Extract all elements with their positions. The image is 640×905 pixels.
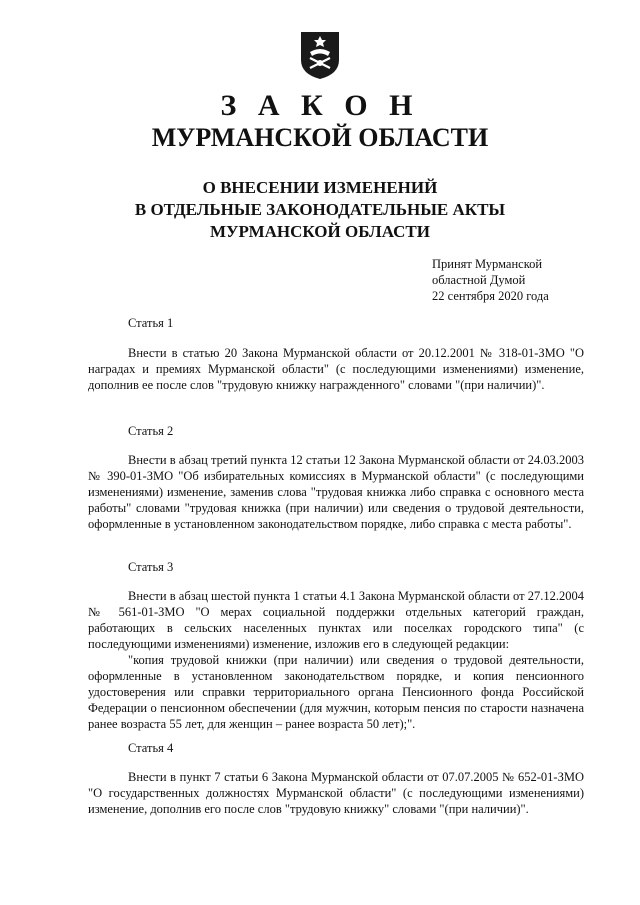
article-paragraph: Внести в абзац шестой пункта 1 статьи 4.1 Закона Мурманской области от 27.12.2004 № 561-01-ЗМО "О мерах социальной поддержки отдельных категорий граждан, работающих в сельских населенных пунктах или поселках городского типа" (с последующими изменениями) изменение, изложив его в следующей редакции: [88, 589, 584, 651]
article-paragraph: "копия трудовой книжки (при наличии) или сведения о трудовой деятельности, оформленные в установленном законодательством порядке, и копия пенсионного удостоверения или справки территориального органа Пенсионного фонда Российской Федерации о пенсионном обеспечении (для мужчин, которым пенсия по старости назначена ранее возраста 55 лет, для женщин – ранее возраста 50 лет);". [88, 653, 584, 731]
article-paragraph: Внести в статью 20 Закона Мурманской области от 20.12.2001 № 318-01-ЗМО "О наградах и премиях Мурманской области" (с последующими изменениями) изменение, дополнив ее после слов "трудовую книжку награжденного" словами "(при наличии)". [88, 346, 584, 392]
article-heading: Статья 3 [128, 560, 174, 574]
article-heading: Статья 4 [128, 741, 174, 755]
coat-of-arms-icon [298, 30, 342, 80]
subtitle-line: О ВНЕСЕНИИ ИЗМЕНЕНИЙ [202, 178, 438, 197]
adoption-note [432, 256, 549, 304]
subtitle-line: МУРМАНСКОЙ ОБЛАСТИ [210, 222, 430, 241]
adoption-date: 22 сентября 2020 года [432, 289, 549, 303]
article-heading: Статья 1 [128, 316, 174, 330]
law-title: З А К О Н [220, 89, 420, 122]
adoption-line: областной Думой [432, 273, 526, 287]
law-subtitle [0, 177, 640, 243]
adoption-line: Принят Мурманской [432, 257, 543, 271]
article-heading: Статья 2 [128, 424, 174, 438]
article-paragraph: Внести в пункт 7 статьи 6 Закона Мурманской области от 07.07.2005 № 652-01-ЗМО "О государственных должностях Мурманской области" (с последующими изменениями) изменение, дополнив его после слов "трудовую книжку" словами "(при наличии)". [88, 770, 584, 816]
region-title: МУРМАНСКОЙ ОБЛАСТИ [151, 123, 489, 152]
subtitle-line: В ОТДЕЛЬНЫЕ ЗАКОНОДАТЕЛЬНЫЕ АКТЫ [134, 200, 506, 219]
article-paragraph: Внести в абзац третий пункта 12 статьи 12 Закона Мурманской области от 24.03.2003 № 390-01-ЗМО "Об избирательных комиссиях в Мурманской области" (с последующими изменениями) изменение, заменив слова "трудовая книжка либо справка с основного места работы" словами "трудовая книжка (при наличии) или сведения о трудовой деятельности, оформленные в установленном законодательством порядке, либо справка с места работы". [88, 453, 584, 531]
